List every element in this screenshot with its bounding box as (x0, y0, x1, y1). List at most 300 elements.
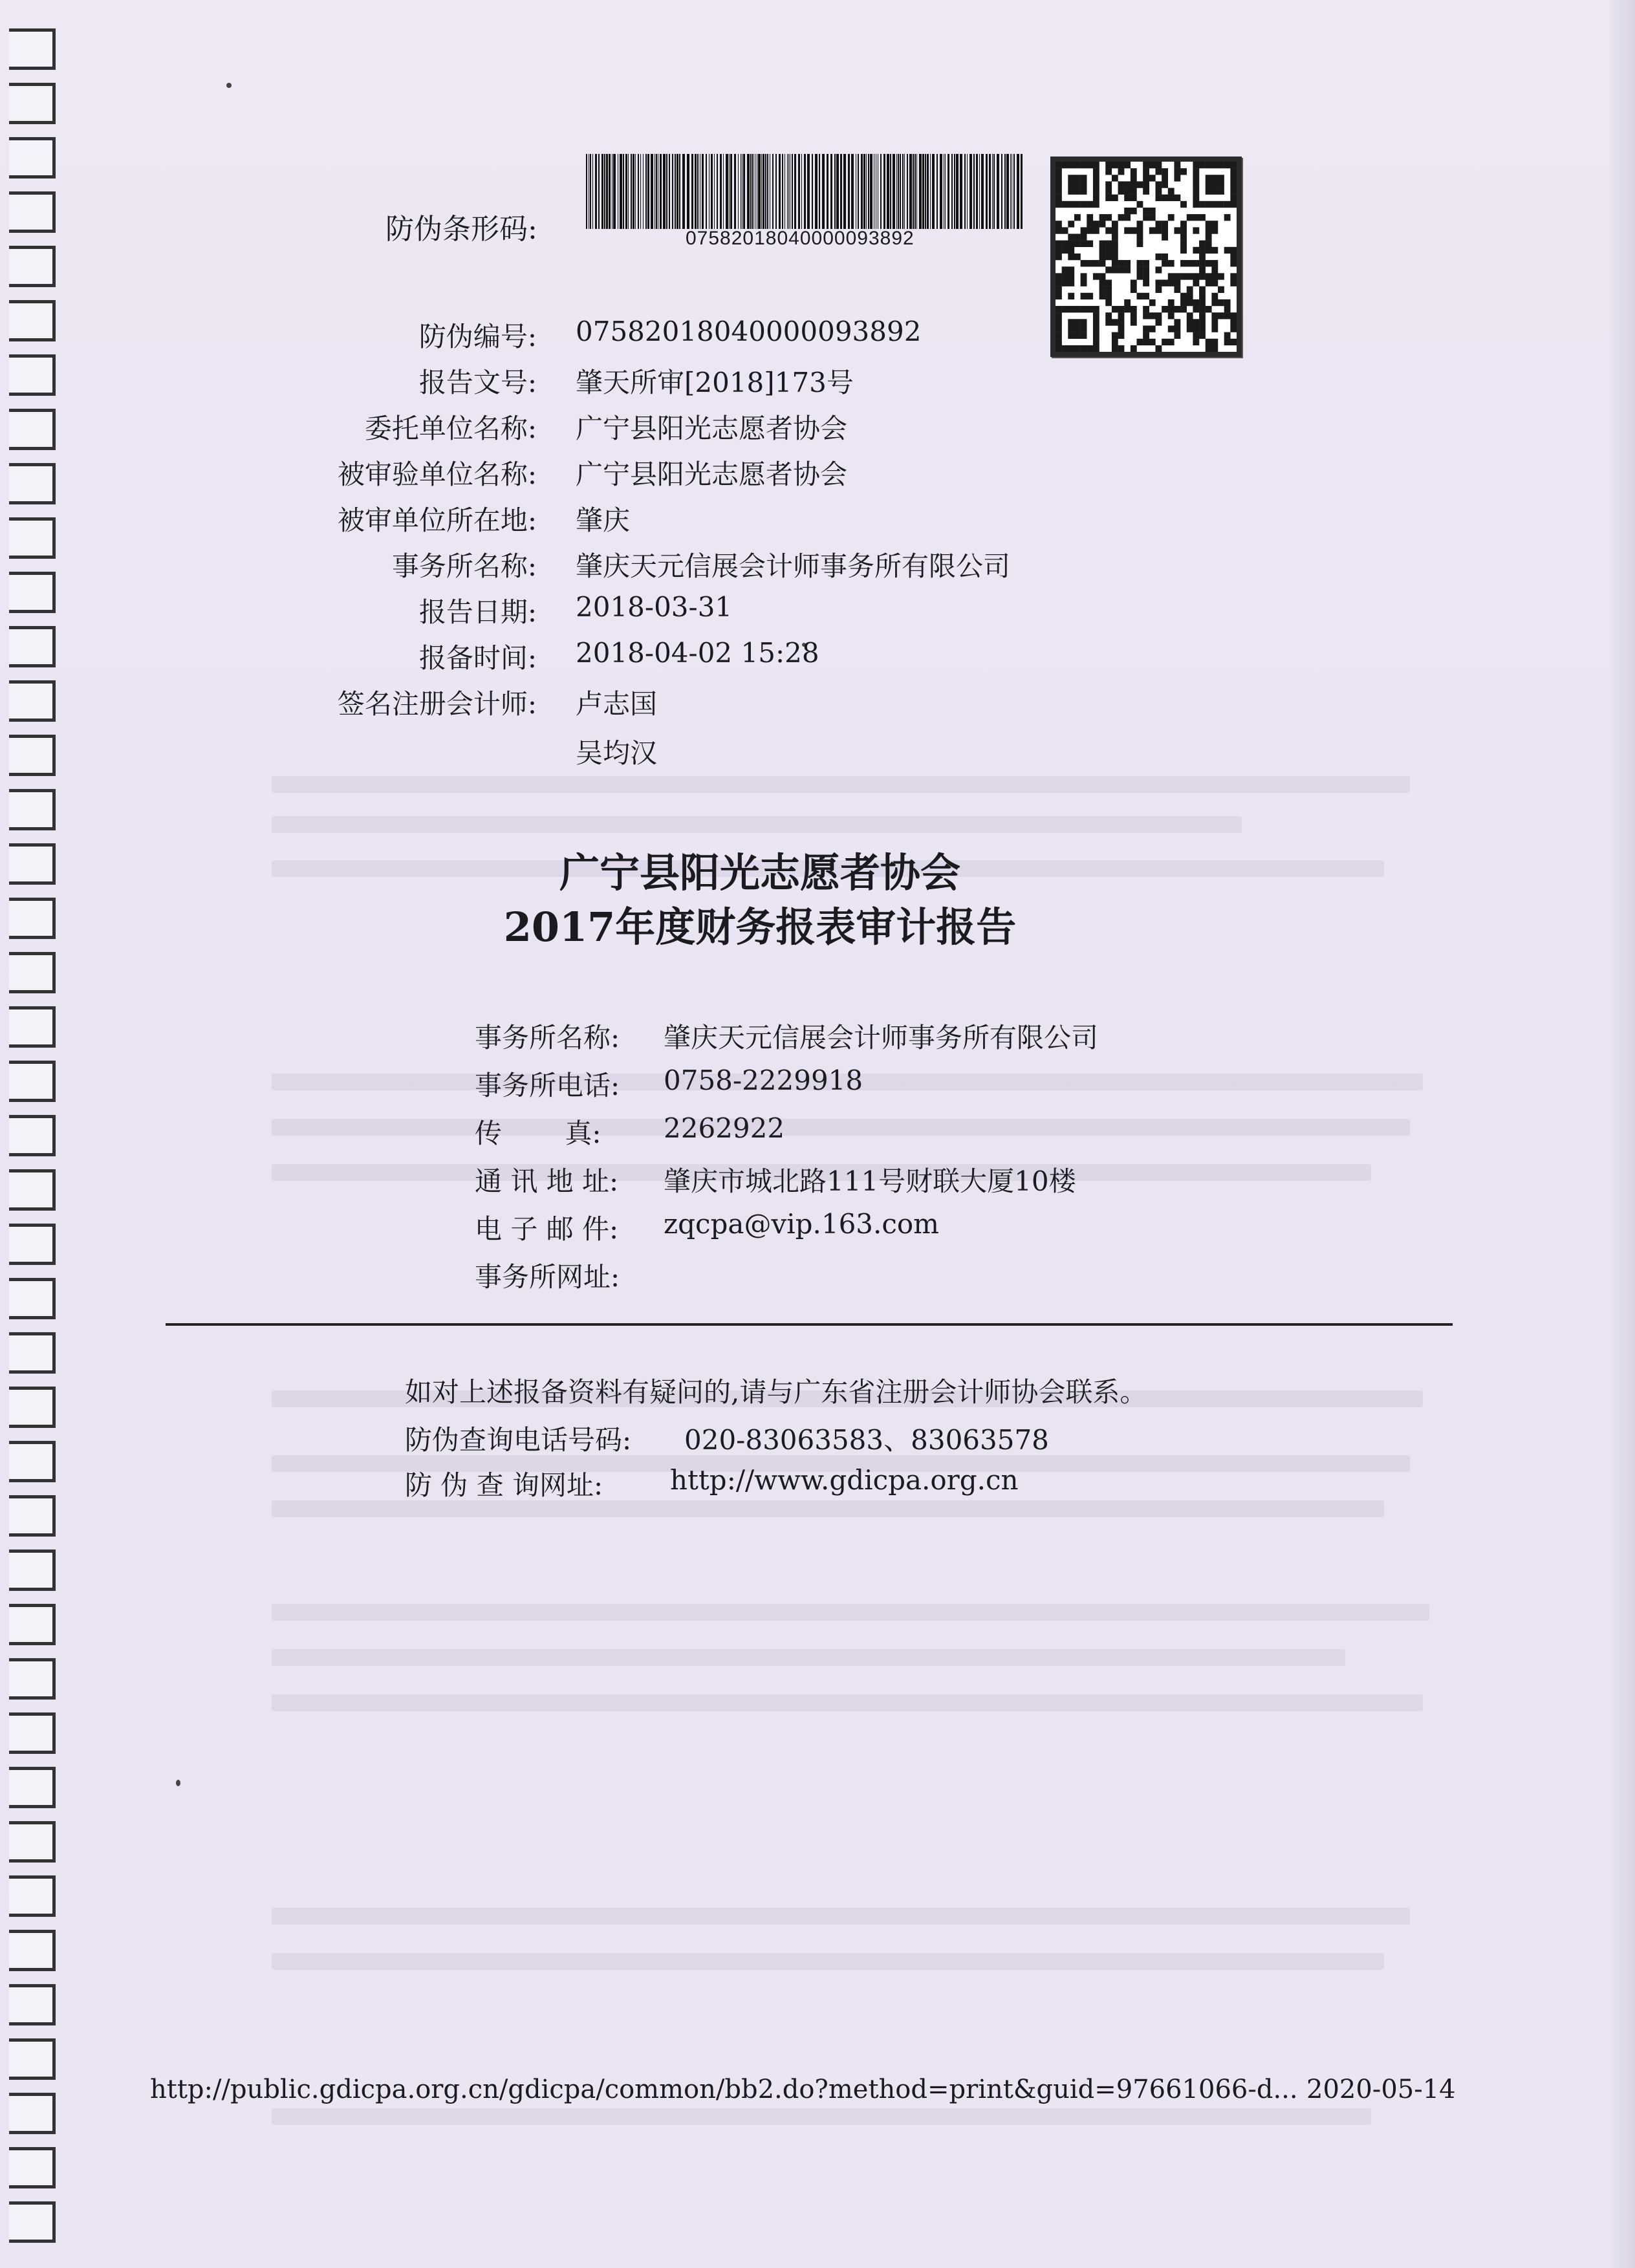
qr-module (1099, 279, 1106, 286)
qr-finder-module (1093, 306, 1099, 312)
qr-module (1168, 260, 1175, 266)
qr-module (1155, 188, 1162, 195)
qr-finder-module (1199, 201, 1206, 208)
barcode-bar (590, 154, 591, 229)
qr-module (1180, 306, 1187, 312)
qr-module (1131, 181, 1137, 188)
qr-module (1180, 168, 1187, 175)
qr-module (1143, 168, 1149, 175)
qr-module (1193, 332, 1199, 339)
qr-module (1099, 214, 1106, 221)
qr-module (1112, 254, 1118, 260)
phone-label: 防伪查询电话号码: (405, 1424, 632, 1456)
info-value: 肇天所审[2018]173号 (576, 367, 854, 398)
qr-module (1081, 260, 1087, 266)
binding-hole (9, 2147, 56, 2188)
qr-module (1174, 162, 1180, 168)
qr-module (1081, 273, 1087, 279)
barcode-bar (976, 154, 978, 229)
barcode-bar (682, 154, 685, 229)
qr-module (1143, 279, 1149, 286)
qr-module (1206, 227, 1212, 233)
qr-finder-module (1056, 325, 1062, 332)
qr-module (1112, 247, 1118, 254)
qr-module (1112, 221, 1118, 227)
qr-module (1137, 234, 1143, 241)
qr-module (1230, 260, 1237, 266)
barcode-bar (711, 154, 713, 229)
qr-finder-module (1068, 175, 1074, 181)
qr-module (1199, 254, 1206, 260)
qr-module (1137, 227, 1143, 233)
qr-code-image (1050, 157, 1242, 357)
barcode-bar (794, 154, 796, 229)
barcode-bar (723, 154, 724, 229)
qr-module (1112, 266, 1118, 273)
barcode-bar (643, 154, 644, 229)
qr-module (1174, 273, 1180, 279)
barcode-bar (1021, 154, 1023, 229)
qr-module (1087, 227, 1093, 233)
qr-module (1081, 293, 1087, 299)
barcode-bar (863, 154, 865, 229)
qr-module (1199, 286, 1206, 293)
qr-module (1180, 299, 1187, 306)
qr-finder-module (1224, 162, 1231, 168)
qr-module (1193, 227, 1199, 233)
qr-finder-module (1056, 306, 1062, 312)
qr-module (1105, 188, 1112, 195)
qr-module (1174, 319, 1180, 325)
binding-hole (9, 1006, 56, 1048)
qr-module (1211, 312, 1218, 319)
qr-finder-module (1230, 195, 1237, 201)
qr-finder-module (1074, 319, 1081, 325)
qr-module (1180, 201, 1187, 208)
qr-module (1131, 306, 1137, 312)
qr-finder-module (1074, 181, 1081, 188)
qr-finder-module (1093, 339, 1099, 345)
qr-module (1206, 247, 1212, 254)
qr-module (1124, 266, 1131, 273)
binding-hole (9, 1441, 56, 1482)
barcode-bar (598, 154, 600, 229)
qr-module (1112, 345, 1118, 352)
barcode-label: 防伪条形码: (385, 213, 537, 246)
barcode-bar (1001, 154, 1002, 229)
info-label: 被审验单位名称: (337, 459, 537, 490)
qr-finder-module (1093, 168, 1099, 175)
info-value: 卢志国 (576, 688, 658, 720)
qr-module (1124, 214, 1131, 221)
barcode-bar (635, 154, 636, 229)
qr-module (1218, 299, 1224, 306)
qr-module (1230, 339, 1237, 345)
qr-module (1162, 279, 1168, 286)
qr-module (1105, 227, 1112, 233)
contact-label: 通 讯 地 址: (475, 1165, 619, 1197)
qr-module (1068, 254, 1074, 260)
qr-module (1118, 306, 1125, 312)
page-edge (1609, 0, 1635, 2268)
qr-module (1174, 332, 1180, 339)
qr-module (1230, 325, 1237, 332)
divider-line (166, 1323, 1453, 1326)
qr-module (1093, 260, 1099, 266)
qr-finder-module (1093, 319, 1099, 325)
contact-value: 2262922 (664, 1112, 785, 1144)
binding-hole (9, 735, 56, 776)
barcode-bar (631, 154, 632, 229)
info-value: 吴均汉 (576, 737, 658, 769)
qr-finder-module (1056, 345, 1062, 352)
qr-module (1149, 299, 1156, 306)
qr-module (1093, 221, 1099, 227)
qr-module (1211, 345, 1218, 352)
binding-hole (9, 789, 56, 830)
qr-finder-module (1068, 188, 1074, 195)
qr-finder-module (1218, 188, 1224, 195)
qr-module (1174, 325, 1180, 332)
qr-module (1174, 227, 1180, 233)
qr-module (1199, 214, 1206, 221)
qr-finder-module (1211, 201, 1218, 208)
qr-finder-module (1056, 339, 1062, 345)
qr-module (1099, 293, 1106, 299)
info-label: 委托单位名称: (364, 413, 537, 444)
qr-module (1105, 168, 1112, 175)
qr-finder-module (1087, 162, 1093, 168)
qr-module (1224, 312, 1231, 319)
barcode-bar (836, 154, 839, 229)
qr-finder-module (1093, 162, 1099, 168)
barcode-bar (932, 154, 935, 229)
qr-finder-module (1056, 175, 1062, 181)
qr-finder-module (1081, 306, 1087, 312)
qr-module (1168, 279, 1175, 286)
qr-module (1105, 241, 1112, 247)
qr-module (1211, 299, 1218, 306)
qr-module (1105, 279, 1112, 286)
dust-speck (226, 83, 232, 88)
binding-hole (9, 2201, 56, 2243)
qr-module (1099, 254, 1106, 260)
qr-module (1105, 214, 1112, 221)
qr-module (1056, 227, 1062, 233)
qr-module (1124, 208, 1131, 214)
qr-module (1211, 339, 1218, 345)
qr-module (1180, 247, 1187, 254)
qr-finder-module (1062, 306, 1068, 312)
qr-module (1149, 175, 1156, 181)
contact-value: 0758-2229918 (664, 1064, 863, 1096)
qr-module (1124, 181, 1131, 188)
qr-module (1081, 234, 1087, 241)
qr-module (1105, 254, 1112, 260)
barcode-bar (767, 154, 768, 229)
qr-module (1162, 260, 1168, 266)
qr-finder-module (1230, 201, 1237, 208)
qr-finder-module (1056, 188, 1062, 195)
qr-module (1056, 247, 1062, 254)
binding-hole (9, 1658, 56, 1700)
qr-module (1199, 247, 1206, 254)
barcode-bar (720, 154, 722, 229)
qr-module (1143, 325, 1149, 332)
barcode-bar (893, 154, 895, 229)
qr-module (1099, 286, 1106, 293)
qr-module (1131, 188, 1137, 195)
barcode-bar (913, 154, 914, 229)
qr-module (1131, 195, 1137, 201)
qr-module (1118, 319, 1125, 325)
binding-hole (9, 137, 56, 178)
qr-module (1162, 254, 1168, 260)
barcode-bar (765, 154, 766, 229)
contact-value: zqcpa@vip.163.com (664, 1208, 940, 1240)
qr-module (1131, 312, 1137, 319)
qr-module (1162, 339, 1168, 345)
barcode-bar (900, 154, 901, 229)
qr-finder-module (1230, 188, 1237, 195)
barcode-bar (822, 154, 825, 229)
barcode-bar (601, 154, 603, 229)
qr-finder-module (1093, 325, 1099, 332)
barcode-bar (763, 154, 764, 229)
qr-module (1211, 266, 1218, 273)
qr-finder-module (1074, 175, 1081, 181)
qr-module (1149, 214, 1156, 221)
qr-module (1199, 299, 1206, 306)
binding-hole (9, 1332, 56, 1374)
qr-module (1187, 325, 1193, 332)
qr-module (1118, 332, 1125, 339)
info-label: 事务所名称: (391, 550, 537, 582)
barcode-bar (922, 154, 924, 229)
barcode-bar (815, 154, 817, 229)
info-value: 肇庆 (576, 504, 631, 536)
qr-module (1137, 221, 1143, 227)
qr-module (1118, 312, 1125, 319)
qr-module (1062, 273, 1068, 279)
binding-hole (9, 1495, 56, 1537)
qr-finder-module (1193, 201, 1199, 208)
qr-module (1056, 273, 1062, 279)
binding-hole (9, 1984, 56, 2025)
qr-module (1081, 279, 1087, 286)
qr-module (1193, 339, 1199, 345)
qr-module (1056, 221, 1062, 227)
qr-finder-module (1224, 201, 1231, 208)
qr-finder-module (1074, 325, 1081, 332)
qr-finder-module (1074, 332, 1081, 339)
qr-module (1068, 221, 1074, 227)
barcode-bar (993, 154, 995, 229)
barcode-bar (679, 154, 680, 229)
barcode-bar (695, 154, 697, 229)
qr-finder-module (1093, 312, 1099, 319)
info-label: 防伪编号: (418, 321, 537, 352)
qr-module (1137, 266, 1143, 273)
qr-module (1124, 195, 1131, 201)
barcode-bar (907, 154, 908, 229)
qr-module (1118, 181, 1125, 188)
qr-module (1056, 286, 1062, 293)
qr-module (1168, 299, 1175, 306)
info-value: 2018-03-31 (576, 591, 733, 623)
barcode-bar (706, 154, 707, 229)
barcode-bar (819, 154, 820, 229)
qr-module (1074, 214, 1081, 221)
barcode-bar (779, 154, 781, 229)
qr-module (1193, 214, 1199, 221)
barcode-bar (989, 154, 991, 229)
qr-finder-module (1206, 175, 1212, 181)
qr-finder-module (1230, 168, 1237, 175)
qr-finder-module (1193, 175, 1199, 181)
qr-module (1087, 221, 1093, 227)
qr-module (1137, 181, 1143, 188)
binding-hole (9, 1169, 56, 1211)
binding-hole (9, 1115, 56, 1156)
binding-hole (9, 1604, 56, 1645)
qr-finder-module (1068, 319, 1074, 325)
barcode-bar (925, 154, 926, 229)
qr-module (1112, 339, 1118, 345)
qr-module (1211, 319, 1218, 325)
qr-module (1124, 260, 1131, 266)
qr-finder-module (1056, 201, 1062, 208)
barcode-bar (973, 154, 975, 229)
qr-module (1206, 339, 1212, 345)
qr-module (1187, 273, 1193, 279)
qr-module (1131, 345, 1137, 352)
barcode-bar (812, 154, 813, 229)
qr-module (1174, 286, 1180, 293)
qr-finder-module (1081, 188, 1087, 195)
qr-module (1112, 319, 1118, 325)
qr-module (1155, 345, 1162, 352)
qr-module (1218, 273, 1224, 279)
qr-module (1206, 345, 1212, 352)
qr-finder-module (1056, 162, 1062, 168)
qr-module (1131, 168, 1137, 175)
qr-module (1143, 214, 1149, 221)
qr-module (1068, 293, 1074, 299)
qr-module (1099, 221, 1106, 227)
qr-finder-module (1193, 195, 1199, 201)
report-title: 广宁县阳光志愿者协会 (559, 849, 960, 896)
qr-module (1143, 293, 1149, 299)
qr-module (1174, 195, 1180, 201)
info-value: 肇庆天元信展会计师事务所有限公司 (576, 550, 1011, 582)
barcode-bar (738, 154, 739, 229)
qr-module (1193, 299, 1199, 306)
qr-finder-module (1193, 188, 1199, 195)
barcode-bar (772, 154, 774, 229)
barcode-bar (930, 154, 931, 229)
qr-module (1149, 208, 1156, 214)
qr-module (1211, 279, 1218, 286)
qr-module (1155, 286, 1162, 293)
qr-module (1062, 227, 1068, 233)
contact-label: 事务所电话: (475, 1070, 620, 1101)
barcode-bar (798, 154, 800, 229)
qr-module (1211, 260, 1218, 266)
qr-module (1112, 234, 1118, 241)
qr-finder-module (1074, 306, 1081, 312)
barcode-bar (919, 154, 922, 229)
qr-module (1105, 293, 1112, 299)
qr-module (1118, 345, 1125, 352)
qr-module (1137, 241, 1143, 247)
web-label: 防 伪 查 询网址: (405, 1469, 603, 1501)
qr-module (1180, 234, 1187, 241)
qr-module (1187, 319, 1193, 325)
info-value: 07582018040000093892 (576, 316, 922, 347)
barcode-bar (729, 154, 730, 229)
qr-module (1062, 266, 1068, 273)
qr-finder-module (1081, 175, 1087, 181)
barcode-bar (625, 154, 627, 229)
qr-module (1199, 312, 1206, 319)
qr-finder-module (1068, 345, 1074, 352)
qr-module (1224, 214, 1231, 221)
qr-module (1087, 293, 1093, 299)
binding-hole (9, 1387, 56, 1428)
qr-finder-module (1093, 181, 1099, 188)
qr-finder-module (1087, 306, 1093, 312)
qr-finder-module (1081, 325, 1087, 332)
qr-module (1199, 241, 1206, 247)
barcode-bar (1006, 154, 1009, 229)
qr-module (1230, 279, 1237, 286)
qr-module (1143, 181, 1149, 188)
barcode-bar (675, 154, 676, 229)
qr-module (1180, 273, 1187, 279)
barcode-bar (677, 154, 678, 229)
qr-module (1187, 312, 1193, 319)
qr-module (1118, 162, 1125, 168)
qr-finder-module (1199, 162, 1206, 168)
barcode-bar (947, 154, 949, 229)
qr-module (1131, 319, 1137, 325)
qr-module (1143, 175, 1149, 181)
qr-module (1149, 325, 1156, 332)
barcode-bar (883, 154, 885, 229)
qr-module (1143, 208, 1149, 214)
barcode-bar (620, 154, 622, 229)
qr-module (1155, 319, 1162, 325)
qr-module (1155, 312, 1162, 319)
qr-module (1211, 221, 1218, 227)
qr-module (1056, 279, 1062, 286)
qr-module (1105, 195, 1112, 201)
barcode-bar (986, 154, 988, 229)
qr-module (1230, 273, 1237, 279)
barcode-bar (687, 154, 689, 229)
qr-module (1199, 293, 1206, 299)
qr-finder-module (1062, 345, 1068, 352)
qr-module (1068, 234, 1074, 241)
qr-finder-module (1056, 332, 1062, 339)
barcode-bar (861, 154, 863, 229)
barcode-bar (604, 154, 605, 229)
qr-module (1211, 227, 1218, 233)
qr-module (1118, 188, 1125, 195)
qr-finder-module (1081, 332, 1087, 339)
qr-module (1087, 241, 1093, 247)
